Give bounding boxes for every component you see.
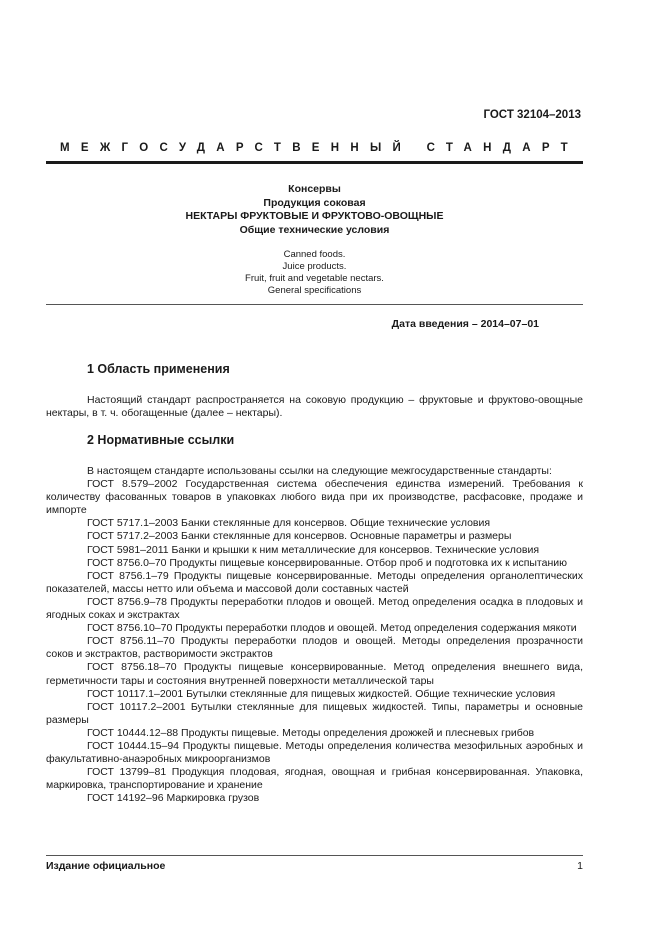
reference-item: ГОСТ 8756.9–78 Продукты переработки плодов и овощей. Метод определения осадка в плодовых и ягодных соках и экстрактах	[46, 595, 583, 622]
footer-rule	[46, 855, 583, 856]
reference-item: ГОСТ 10444.12–88 Продукты пищевые. Методы определения дрожжей и плесневых грибов	[87, 726, 535, 739]
reference-item: ГОСТ 8756.0–70 Продукты пищевые консервированные. Отбор проб и подготовка их к испытанию	[87, 556, 567, 569]
reference-item: ГОСТ 8756.18–70 Продукты пищевые консервированные. Метод определения внешнего вида, герметичности тары и состояния внутренней поверхности металлической тары	[46, 661, 583, 687]
title-block-en	[46, 249, 583, 297]
title-en-line-4: General specifications	[267, 285, 362, 296]
reference-item: ГОСТ 10117.2–2001 Бутылки стеклянные для пищевых жидкостей. Типы, параметры и основные размеры	[46, 700, 583, 726]
title-rule	[46, 304, 583, 305]
reference-item: ГОСТ 8756.11–70 Продукты переработки плодов и овощей. Методы определения прозрачности соков и экстрактов, растворимости экстрактов	[46, 635, 583, 661]
section-1-text: Настоящий стандарт распространяется на соковую продукцию – фруктовые и фруктово-овощные нектары, в т. ч. обогащенные (далее – нектары).	[46, 394, 583, 420]
reference-item: ГОСТ 5981–2011 Банки и крышки к ним металлические для консервов. Технические условия	[87, 543, 540, 556]
title-line-1: Консервы	[288, 183, 341, 195]
standard-banner: МЕЖГОСУДАРСТВЕННЫЙ СТАНДАРТ	[60, 142, 579, 154]
reference-item: ГОСТ 10444.15–94 Продукты пищевые. Методы определения количества мезофильных аэробных и факультативно-анаэробных микроорганизмов	[46, 739, 583, 766]
section-2-body	[46, 465, 583, 805]
reference-item: ГОСТ 8756.10–70 Продукты переработки плодов и овощей. Метод определения содержания мякоти	[87, 622, 577, 635]
title-en-line-2: Juice products.	[282, 261, 347, 272]
section-1-body	[46, 394, 583, 420]
title-line-3: НЕКТАРЫ ФРУКТОВЫЕ И ФРУКТОВО-ОВОЩНЫЕ	[185, 210, 444, 222]
reference-item: ГОСТ 5717.1–2003 Банки стеклянные для консервов. Общие технические условия	[87, 517, 491, 530]
title-en-line-1: Canned foods.	[283, 249, 346, 260]
reference-item: ГОСТ 14192–96 Маркировка грузов	[87, 792, 260, 805]
section-2-heading: 2 Нормативные ссылки	[87, 433, 235, 447]
standard-code: ГОСТ 32104–2013	[483, 109, 581, 121]
section-2-intro: В настоящем стандарте использованы ссылки на следующие межгосударственные стандарты:	[87, 465, 552, 477]
reference-item: ГОСТ 8.579–2002 Государственная система обеспечения единства измерений. Требования к количеству фасованных товаров в упаковках любого вида при их производстве, расфасовке, продаже и импорте	[46, 478, 583, 517]
official-edition-label: Издание официальное	[46, 860, 166, 872]
title-line-2: Продукция соковая	[263, 196, 366, 209]
title-en-line-3: Fruit, fruit and vegetable nectars.	[245, 273, 384, 284]
title-block-ru	[46, 183, 583, 237]
reference-item: ГОСТ 5717.2–2003 Банки стеклянные для консервов. Основные параметры и размеры	[87, 530, 512, 543]
banner-rule	[46, 161, 583, 164]
introduction-date: Дата введения – 2014–07–01	[391, 318, 539, 330]
title-line-4: Общие технические условия	[239, 223, 390, 236]
reference-item: ГОСТ 13799–81 Продукция плодовая, ягодная, овощная и грибная консервированная. Упаковка, маркировка, транспортирование и хранение	[46, 766, 583, 792]
section-1-heading: 1 Область применения	[87, 362, 230, 376]
reference-item: ГОСТ 10117.1–2001 Бутылки стеклянные для пищевых жидкостей. Общие технические условия	[87, 687, 556, 700]
page-number: 1	[577, 860, 583, 872]
reference-item: ГОСТ 8756.1–79 Продукты пищевые консервированные. Методы определения органолептических показателей, массы нетто или объема и массовой доли составных частей	[46, 569, 583, 595]
